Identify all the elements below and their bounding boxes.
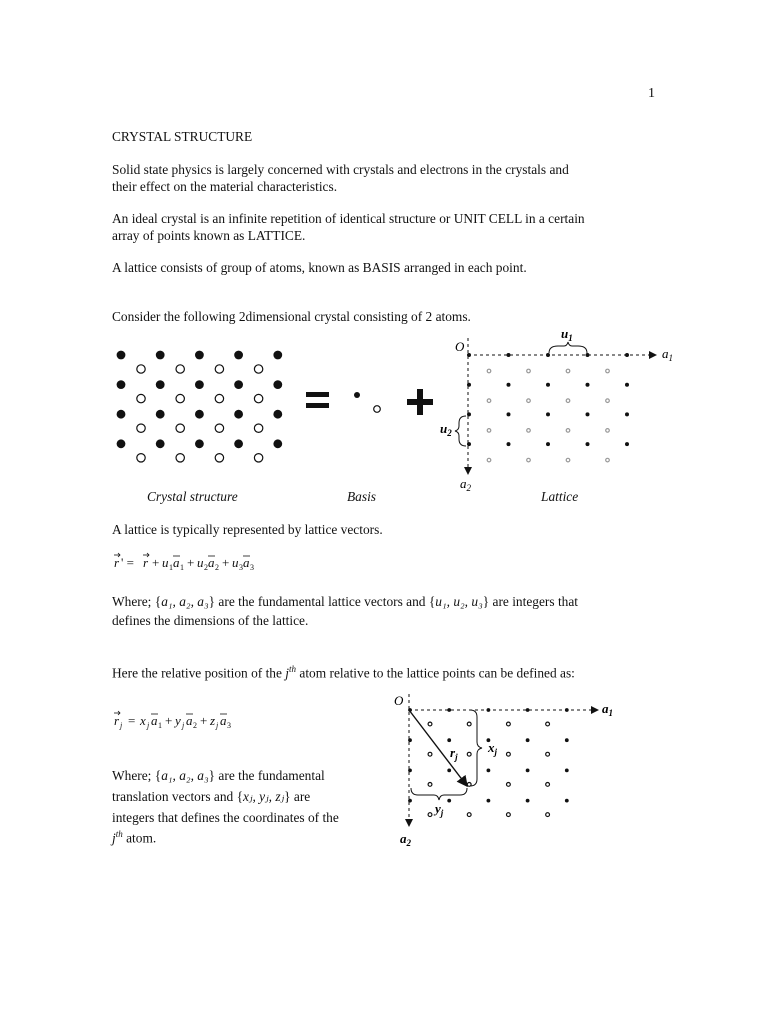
lattice-point-light	[527, 369, 531, 373]
svg-text:+: +	[165, 713, 173, 728]
where-2-line-2-prefix: translation vectors and {	[112, 789, 243, 804]
svg-text:a: a	[208, 555, 215, 570]
where-1-suffix: } are integers that	[482, 594, 579, 609]
lattice-point	[546, 383, 550, 387]
fig2-lattice-point	[526, 799, 530, 803]
svg-text:u: u	[232, 555, 239, 570]
paragraph-2-line-2: array of points known as LATTICE.	[112, 228, 306, 243]
fig2-lattice-point	[526, 708, 530, 712]
xj-label: $x_j$	[488, 740, 498, 757]
lattice-point	[467, 353, 471, 357]
yj-label: $y_j$	[435, 801, 444, 818]
svg-text:3: 3	[250, 563, 254, 572]
hollow-atom	[254, 454, 262, 462]
fig2-atom	[507, 752, 511, 756]
figure-atom-position	[0, 680, 768, 850]
fig2-lattice-point	[447, 738, 451, 742]
lattice-point-light	[487, 369, 491, 373]
p6-prefix: Here the relative position of the	[112, 665, 286, 681]
lattice-point	[625, 383, 629, 387]
filled-atom	[273, 380, 282, 389]
hollow-atom	[254, 365, 262, 373]
page-number: 1	[648, 86, 655, 101]
svg-text:3: 3	[239, 563, 243, 572]
u1-brace	[549, 342, 587, 353]
lattice-point	[586, 353, 590, 357]
svg-text:2: 2	[215, 563, 219, 572]
svg-text:u: u	[197, 555, 204, 570]
where-2-line-2-suffix: } are	[284, 789, 311, 804]
filled-atom	[234, 351, 243, 360]
svg-text:a: a	[151, 713, 158, 728]
fig2-lattice-point	[526, 738, 530, 742]
lattice-point-light	[566, 458, 570, 462]
lattice-point	[467, 442, 471, 446]
fig2-atom	[546, 813, 550, 817]
filled-atom	[195, 351, 204, 360]
fig2-lattice-point	[565, 769, 569, 773]
lattice-axes	[468, 338, 656, 474]
lattice-point	[546, 412, 550, 416]
svg-text:y: y	[175, 713, 181, 728]
lattice-point	[546, 353, 550, 357]
lattice-point	[586, 442, 590, 446]
svg-text:a: a	[220, 713, 227, 728]
svg-text:a: a	[243, 555, 250, 570]
plus-sign	[407, 389, 433, 415]
fig2-a1-label: $a_1$	[602, 701, 613, 718]
fig2-lattice-point	[408, 769, 412, 773]
fig2-atom	[546, 722, 550, 726]
hollow-atom	[215, 394, 223, 402]
svg-text:+: +	[200, 713, 208, 728]
lattice-point-light	[606, 369, 610, 373]
fig2-origin-label: O	[394, 693, 404, 708]
svg-text:a: a	[186, 713, 193, 728]
fig2-lattice-point	[408, 738, 412, 742]
lattice-point-light	[606, 429, 610, 433]
fig2-atom	[507, 722, 511, 726]
lattice-point	[507, 353, 511, 357]
paragraph-1-line-2: their effect on the material characteristics.	[112, 179, 338, 194]
filled-atom	[156, 380, 165, 389]
lattice-point-light	[527, 429, 531, 433]
lattice-point	[467, 383, 471, 387]
fig2-lattice-points	[408, 708, 569, 816]
paragraph-4: Consider the following 2dimensional crystal consisting of 2 atoms.	[112, 309, 471, 324]
lattice-point	[625, 353, 629, 357]
svg-text:j: j	[216, 721, 219, 730]
hollow-atom	[137, 394, 145, 402]
u1-label: $u_1$	[561, 326, 573, 343]
lattice-point	[507, 412, 511, 416]
vector-set-a-2: a₁, a₂, a₃	[161, 768, 209, 783]
a2-label: $a_2$	[460, 476, 471, 493]
svg-text:r: r	[114, 713, 120, 728]
lattice-point	[625, 442, 629, 446]
lattice-point-light	[566, 429, 570, 433]
rj-label: $r_j$	[450, 745, 458, 762]
svg-text:a: a	[173, 555, 180, 570]
filled-atom	[156, 439, 165, 448]
fig2-atom	[546, 752, 550, 756]
u2-label: $u_2$	[440, 421, 452, 438]
paragraph-2-line-1: An ideal crystal is an infinite repetition of identical structure or UNIT CELL in a certain	[112, 211, 585, 226]
filled-atom	[234, 410, 243, 419]
fig2-atom	[507, 783, 511, 787]
filled-atom	[195, 380, 204, 389]
filled-atom	[273, 439, 282, 448]
fig2-lattice-point	[487, 799, 491, 803]
fig2-atom	[467, 752, 471, 756]
a1-label: $a_1$	[662, 346, 673, 363]
fig2-atom	[467, 813, 471, 817]
svg-text:z: z	[210, 713, 216, 728]
svg-text:x: x	[140, 713, 146, 728]
where-2-line-3: integers that defines the coordinates of the	[112, 810, 339, 825]
svg-text:1: 1	[158, 721, 162, 730]
lattice-point-light	[606, 399, 610, 403]
paragraph-3: A lattice consists of group of atoms, known as BASIS arranged in each point.	[112, 260, 527, 275]
svg-text:j: j	[120, 721, 123, 730]
svg-text:+: +	[187, 555, 195, 570]
lattice-points	[467, 353, 629, 462]
hollow-atom	[176, 394, 184, 402]
equation-1-text: r' = r + u₁a₁ + u₂a₂ + u₃a₃	[110, 550, 121, 551]
svg-text:2: 2	[204, 563, 208, 572]
lattice-point-light	[566, 369, 570, 373]
hollow-atom	[176, 365, 184, 373]
filled-atom	[117, 380, 126, 389]
lattice-point	[546, 442, 550, 446]
caption-crystal-structure: Crystal structure	[147, 489, 238, 504]
fig2-a2-label: $a_2$	[400, 831, 411, 848]
lattice-point-light	[487, 458, 491, 462]
origin-label: O	[455, 339, 465, 354]
where-2-prefix: Where; {	[112, 768, 162, 783]
paragraph-1-line-1: Solid state physics is largely concerned with crystals and electrons in the crystals and	[112, 162, 569, 177]
svg-text:' =: ' =	[121, 555, 134, 570]
fig2-atom	[428, 783, 432, 787]
fig2-atom	[428, 722, 432, 726]
where-1-prefix: Where; {	[112, 594, 162, 609]
crystal-structure-dots	[117, 351, 283, 462]
svg-text:+: +	[152, 555, 160, 570]
equation-2-text: rⱼ = xⱼa₁ + yⱼa₂ + zⱼa₃	[110, 708, 119, 709]
fig2-atom	[428, 813, 432, 817]
where-line-1b: defines the dimensions of the lattice.	[112, 613, 309, 628]
hollow-atom	[215, 454, 223, 462]
hollow-atom	[137, 454, 145, 462]
svg-text:u: u	[162, 555, 169, 570]
hollow-atom	[176, 424, 184, 432]
hollow-atom	[137, 424, 145, 432]
filled-atom	[234, 380, 243, 389]
fig2-atom	[507, 813, 511, 817]
filled-atom	[195, 410, 204, 419]
svg-text:+: +	[222, 555, 230, 570]
lattice-point	[586, 412, 590, 416]
filled-atom	[117, 410, 126, 419]
where-2-suffix: } are the fundamental	[208, 768, 325, 783]
svg-text:=: =	[128, 713, 136, 728]
svg-text:1: 1	[180, 563, 184, 572]
yj-brace	[411, 788, 467, 800]
fig2-lattice-point	[565, 799, 569, 803]
lattice-point-light	[527, 399, 531, 403]
filled-atom	[117, 439, 126, 448]
lattice-point-light	[487, 399, 491, 403]
hollow-atom	[254, 394, 262, 402]
fig2-lattice-point	[408, 799, 412, 803]
hollow-atom	[215, 365, 223, 373]
fig2-lattice-point	[565, 708, 569, 712]
lattice-point	[625, 412, 629, 416]
rj-vector	[409, 710, 467, 786]
xj-brace	[470, 710, 482, 786]
vector-set-a: a₁, a₂, a₃	[161, 594, 209, 609]
filled-atom	[117, 351, 126, 360]
u2-brace	[455, 416, 466, 446]
paragraph-5: A lattice is typically represented by lattice vectors.	[112, 522, 383, 537]
equals-sign	[306, 392, 329, 408]
heading: CRYSTAL STRUCTURE	[112, 129, 253, 144]
fig2-atom	[428, 752, 432, 756]
vector-set-u: u₁, u₂, u₃	[435, 594, 483, 609]
filled-atom	[195, 439, 204, 448]
paragraph-6	[112, 661, 575, 682]
filled-atom	[273, 410, 282, 419]
filled-atom	[156, 351, 165, 360]
fig2-atom	[546, 783, 550, 787]
p6-j: j	[285, 665, 290, 681]
filled-atom	[273, 351, 282, 360]
fig2-lattice-point	[447, 799, 451, 803]
equation-lattice-vector	[110, 550, 310, 576]
vector-set-xyz: xⱼ, yⱼ, zⱼ	[243, 789, 285, 804]
fig2-lattice-point	[447, 769, 451, 773]
lattice-point-light	[606, 458, 610, 462]
where-2-th: th	[115, 829, 123, 839]
lattice-point	[507, 442, 511, 446]
lattice-point-light	[487, 429, 491, 433]
p6-suffix: atom relative to the lattice points can be defined as:	[296, 665, 575, 681]
where-2-line-4-suffix: atom.	[122, 830, 157, 846]
fig2-lattice-point	[487, 769, 491, 773]
lattice-point	[467, 412, 471, 416]
svg-text:j: j	[147, 721, 150, 730]
p6-th: th	[289, 664, 297, 674]
lattice-point-light	[566, 399, 570, 403]
fig2-lattice-point	[565, 738, 569, 742]
fig2-lattice-point	[526, 769, 530, 773]
svg-text:1: 1	[169, 563, 173, 572]
svg-text:r: r	[114, 555, 120, 570]
caption-basis: Basis	[347, 489, 377, 504]
where-line-1	[112, 593, 578, 611]
svg-text:r: r	[143, 555, 149, 570]
filled-atom	[234, 439, 243, 448]
svg-text:3: 3	[227, 721, 231, 730]
where-1-middle: } are the fundamental lattice vectors and {	[208, 594, 436, 609]
lattice-point	[507, 383, 511, 387]
hollow-atom	[254, 424, 262, 432]
caption-lattice: Lattice	[541, 489, 579, 504]
fig2-lattice-point	[447, 708, 451, 712]
hollow-atom	[215, 424, 223, 432]
hollow-atom	[176, 454, 184, 462]
fig2-lattice-point	[487, 708, 491, 712]
hollow-atom	[137, 365, 145, 373]
where-2-j: j	[112, 830, 116, 846]
fig2-atom	[467, 722, 471, 726]
svg-text:2: 2	[193, 721, 197, 730]
svg-text:j: j	[182, 721, 185, 730]
filled-atom	[156, 410, 165, 419]
lattice-point-light	[527, 458, 531, 462]
lattice-point	[586, 383, 590, 387]
basis-atoms	[354, 392, 380, 412]
